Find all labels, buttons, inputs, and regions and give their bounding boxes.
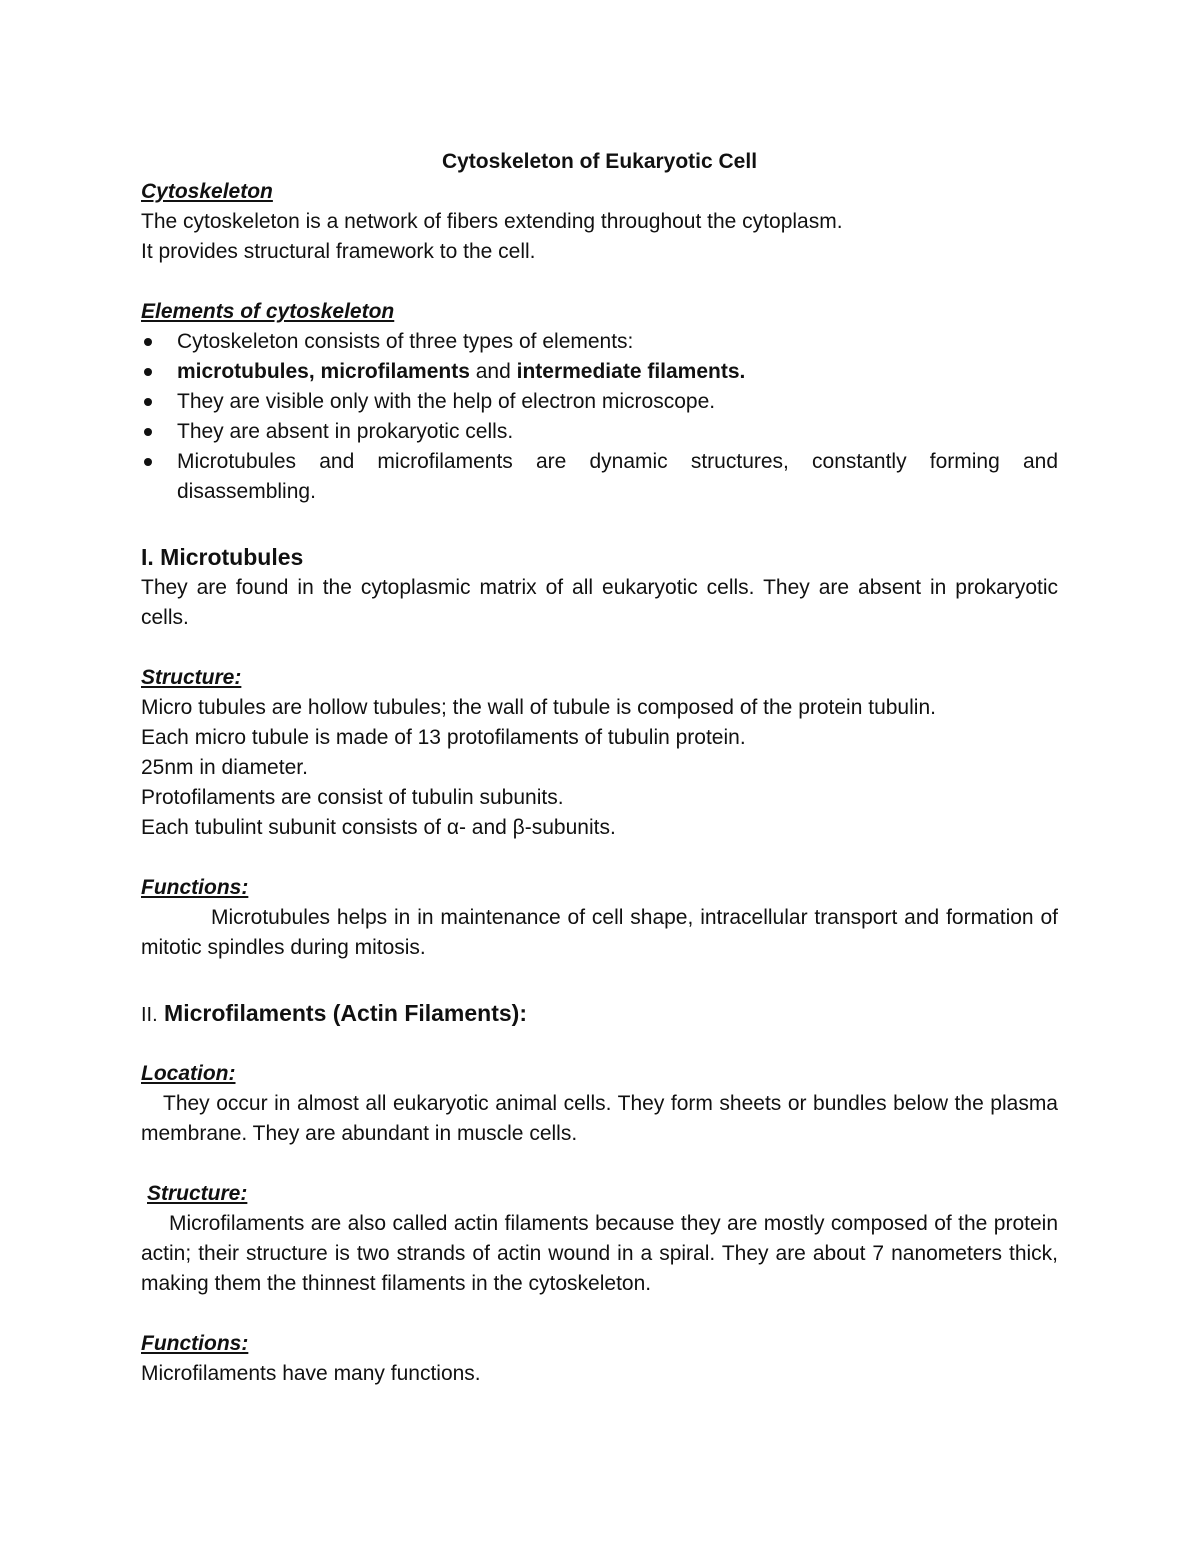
- cytoskeleton-line: The cytoskeleton is a network of fibers extending throughout the cytoplasm.: [141, 210, 843, 233]
- elements-heading: Elements of cytoskeleton: [141, 300, 395, 323]
- microtubules-functions-heading: Functions:: [141, 876, 249, 899]
- spacer: [141, 267, 1058, 297]
- spacer: [141, 507, 1058, 541]
- list-item: Microtubules and microfilaments are dynamic structures, constantly forming and disassembling.: [141, 447, 1058, 507]
- list-item: They are absent in prokaryotic cells.: [141, 417, 1058, 447]
- bold-text: intermediate filaments.: [516, 360, 746, 383]
- structure-line: 25nm in diameter.: [141, 756, 308, 779]
- microtubules-intro: They are found in the cytoplasmic matrix of all eukaryotic cells. They are absent in prokaryotic cells.: [141, 576, 1058, 629]
- connector-text: and: [469, 360, 517, 383]
- spacer: [141, 1149, 1058, 1179]
- cytoskeleton-heading: Cytoskeleton: [141, 180, 273, 203]
- location-heading: Location:: [141, 1062, 236, 1085]
- section-number: II.: [141, 1004, 158, 1026]
- microfilaments-structure-text: Microfilaments are also called actin filaments because they are mostly composed of the protein actin; their structure is two strands of actin wound in a spiral. They are about 7 nanometers thick, making them the thinnest filaments in the cytoskeleton.: [141, 1212, 1058, 1295]
- spacer: [141, 633, 1058, 663]
- spacer: [141, 843, 1058, 873]
- microfilaments-functions-heading: Functions:: [141, 1332, 249, 1355]
- microfilaments-functions-text: Microfilaments have many functions.: [141, 1362, 481, 1385]
- microtubules-structure-heading: Structure:: [141, 666, 242, 689]
- microtubules-functions-text: Microtubules helps in in maintenance of cell shape, intracellular transport and formation of mitotic spindles during mitosis.: [141, 906, 1058, 959]
- location-text: They occur in almost all eukaryotic animal cells. They form sheets or bundles below the plasma membrane. They are abundant in muscle cells.: [141, 1092, 1058, 1145]
- section-title: Microfilaments (Actin Filaments):: [157, 1000, 527, 1026]
- spacer: [141, 1299, 1058, 1329]
- list-item: They are visible only with the help of electron microscope.: [141, 387, 1058, 417]
- microfilaments-heading: [141, 997, 1058, 1029]
- spacer: [141, 963, 1058, 997]
- bold-text: microtubules, microfilaments: [177, 360, 470, 383]
- elements-list: [141, 327, 1058, 507]
- microtubules-heading: I. Microtubules: [141, 544, 304, 570]
- structure-line: Each tubulint subunit consists of α- and β-subunits.: [141, 816, 616, 839]
- document-title: Cytoskeleton of Eukaryotic Cell: [441, 150, 758, 173]
- list-item: [141, 357, 1058, 387]
- structure-line: Protofilaments are consist of tubulin subunits.: [141, 786, 564, 809]
- document-body: [141, 147, 1058, 1389]
- structure-line: Each micro tubule is made of 13 protofilaments of tubulin protein.: [141, 726, 746, 749]
- structure-line: Micro tubules are hollow tubules; the wall of tubule is composed of the protein tubulin.: [141, 696, 936, 719]
- cytoskeleton-line: It provides structural framework to the cell.: [141, 240, 536, 263]
- microfilaments-structure-heading: Structure:: [147, 1182, 248, 1205]
- spacer: [141, 1029, 1058, 1059]
- list-item: Cytoskeleton consists of three types of elements:: [141, 327, 1058, 357]
